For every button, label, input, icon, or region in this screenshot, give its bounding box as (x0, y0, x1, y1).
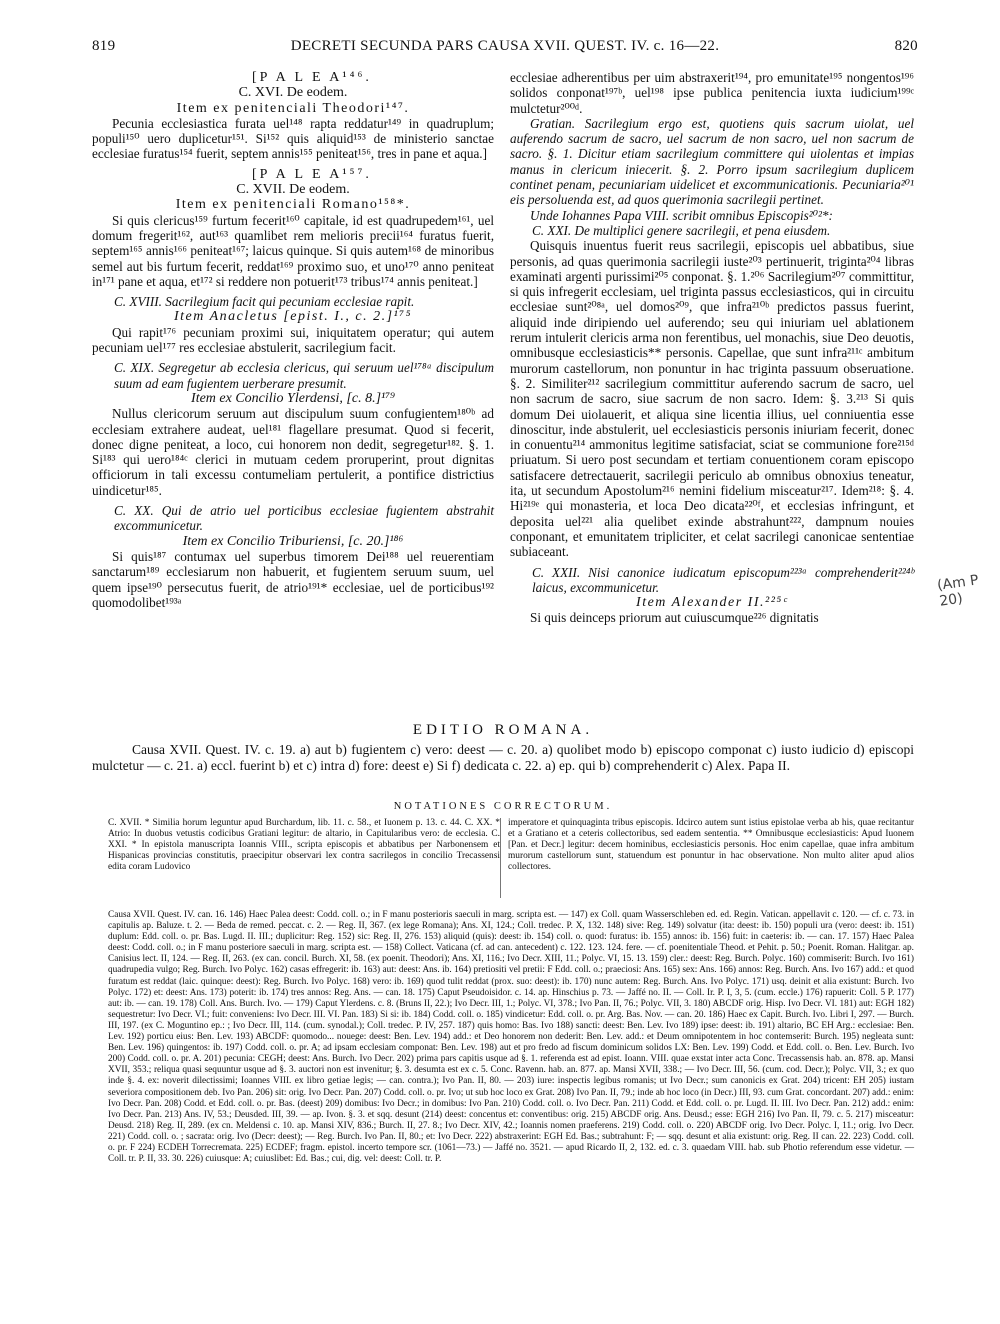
canon-title: C. XVII. De eodem. (236, 182, 350, 198)
canon-title: C. XXI. De multiplici genere sacrilegii, et pena eiusdem. (532, 222, 831, 238)
left-page-number: 819 (92, 38, 116, 54)
canon-text: Si quis clericus¹⁵⁹ furtum fecerit¹⁶⁰ capitale, id est quadrupedem¹⁶¹, uel domum fregerit¹⁶², aut¹⁶³ quamlibet rem melioris precii¹⁶⁴ furatus fuerit, septem¹⁶⁵ annis¹⁶⁶ peniteat¹⁶⁷; laicus quinque. Si quis autem¹⁶⁸ de minoribus semel aut bis furtum fecerit, reddat¹⁶⁹ proximo suo, et uno¹⁷⁰ anno peniteat in¹⁷¹ pane et aqua, et¹⁷² si reddere non potuerit¹⁷³ tribus¹⁷⁴ annis peniteat.] (92, 212, 494, 289)
notationes-left: C. XVII. * Similia horum leguntur apud Burchardum, lib. 11. c. 58., et Iuonem p. 13. c. 44. C. XX. * Atrio: In duobus vetustis codicibus Gratiani legitur: de altario, in Capitularibus vero: de ecclesia. C. XXI. * In epistola manuscripta Ioannis VIII., scripta episcopis et abbatibus per Narbonensem et Hispanicas provincias constitutis, praecipitur observari lex contra sacrilegos in concilio Trecassensi edita coram Ludovico (108, 818, 500, 872)
palea-heading: [P A L E A¹⁵⁷. (252, 166, 372, 182)
right-page-number: 820 (894, 38, 918, 54)
column-divider (500, 818, 501, 898)
canon-source: Item ex penitenciali Romano¹⁵⁸*. (175, 197, 411, 213)
canon-source: Item ex Concilio Ylerdensi, [c. 8.]¹⁷⁹ (191, 390, 395, 406)
canon-text: Nullus clericorum seruum aut discipulum suum confugientem¹⁸⁰ᵇ ad ecclesiam extrahere audeat, uel¹⁸¹ flagellare presumat. Quod si fecerit, donec digne peniteat, a loco, cui honorem non dedit, segregetur¹⁸². §. 1. Si¹⁸³ qui uero¹⁸⁴ᶜ clerici in mutuam cedem proruperint, prout dignitas officiorum in tali excessu contumeliam pertulerit, a pontifice districtius uindicetur¹⁸⁵. (92, 406, 494, 498)
critical-apparatus: Causa XVII. Quest. IV. can. 16. 146) Haec Palea deest: Codd. coll. o.; in F manu posterioris saeculi in marg. scripta est. — 147) ex Coll. quam Wasserschleben ed. ed. Regin. Vatican. appellavit c. 120. — cf. c. 73. in capitulis ap. Baluze. t. 2. — Beda de remed. peccat. c. 2. — Reg. II, 367. (ex lege Romana); Ans. XI, 124.; Coll. tredec. P. X, 132. 148) sive: Reg. 149) solvatur (ita: deest: ib. 150) populi ura (vero: deest: ib. 151) duplum: Edd. coll. o. pr. Bas. Lugd. II. III.; duplicitur: Reg. 152) sic: Reg. II, 276. 153) aliquid (quis): deest: ib. 154) coll. o. quod: furatus: ib. 155) annos: ib. 156) fuit: in caeteris: ib. — can. 17. 157) Haec Palea deest: Codd. coll. o.; in F manu posteriore saeculi in marg. scripta est. — 158) Collect. Vaticana (cf. ad can. antecedent) c. 122. 123. 124. fere. — cf. poenitentiale Theod. et Pehit. p. 50.; Poenit. Roman. Halitgar. ap. Canisius lect. II, 124. — Reg. II, 263. (ex can. concil. Burch. XI, 58. (ex poenit. Theodori); Ans. XI, 116.; Ivo Decr. XIII, 11.; Polyc. VI, 15. 13. 159) cler.: deest: Reg. Burch. Polyc. 160) commiserit: Burch. Ivo 161) quadrupedia vulgo; Reg. Burch. Ivo Polyc. 162) casas effregerit: ib. 163) aut: deest: Ans. ib. 164) pretiositi vel pretii: F Edd. coll. o.; praeciosi: Ans. 165) sex: Ans. 166) annos: Reg. Burch. Ans. Ivo 167) add.: et quod furatum est reddat (laic. quinque: deest): Reg. Burch. Ivo Polyc. 168) vero: ib. 169) quod tulit reddat (prox. suo: deest): ib. 170) nunc autem: Reg. Burch. Ans. Ivo Polyc. 171) usq. deinit et alia existunt: Burch. Ivo Polyc. 172) et: deest: Ans. 173) poterit: ib. 174) tres annos: Reg. Ans. — can. 18. 175) Caput Pseudoisidor. c. 14. ap. Hinschius p. 73. — Jaffé no. II. — Coll. Ir. P. I, 3, 5. (cum. eccle.) 176) rapuerit: Coll. 5 P. 177) aut: ib. — can. 19. 178) Coll. Ans. Burch. Ivo. — 179) Caput Ylerdens. c. 8. (Bruns II, 22.); Ivo Decr. III, 1.; Polyc. VI, 378.; Ivo Pan. II, 76.; Polyc. VII, 3. 180) ABCDF orig. Hisp. Ivo Decr. VI. 181) aut: EGH 182) sequestretur: Ivo Decr. VI.; fuit: conveniens: Ivo Decr. III. VI. Pan. 183) Si si: ib. 184) Codd. coll. o. 185) vindicetur: Edd. coll. o. pr. Arg. Bas. Nov. — can. 20. 186) Haec ex Capit. Burch. Ivo. Libri I, 297. — Burch. III, 197. (ex C. Moguntino ep.: ; Ivo Decr. III, 114. (cum. synodal.); Coll. tredec. P. IV, 257. 187) quis homo: Bas. Ivo 188) sancti: deest: Ben. Lev. Ivo 189) ipse: deest: ib. 191) altario, BC EH Arg.: ecclesiae: Ben. Lev. 192) porticu eius: Ben. Lev. 193) ABCDF: quomodo... nouege: deest: Ben. Lev. 194) add.: et Deo honorem non dederit: Ben. Lev. add.: et Deum omnipotentem in hoc contemserit: Burch. 195) negleata sunt: Ben. Lev. 196) quingentos: ib. 197) Codd. coll. o. pr. A; ad ipsam ecclesiam componat: Ben. Lev. 198) aut et pro fredo ad fiscum dominicum solidos LX: Ben. Lev. 199) Codd. et Edd. coll. o. Ben. Lev. Burch. Ivo 200) Codd. coll. o. pr. A. 201) pecunia: CEGH; deest: Ans. Burch. Ivo Decr. 202) prima pars capitis usque ad §. 1. referenda est ad epist. Ioann. VIII. quae exstat inter acta Conc. Trecassensis hab. an. 878. ap. Mansi XVII, 353.; reliqua quasi sequuntur usque ad §. 3. auctori non est invenitur; §. 3. desumta est ex c. 5. Conc. Ravenn. hab. an. 877. ap. Mansi XVII, 338.; — Ivo Decr. III, 56. (cum. cod. Decr.); Polyc. VII, 3.; ex quo inde §. 4. ex: noverit dilectissimi; Ioannes VIII. ex libro getiae legis; — can. contra.); Ivo Pan. II, 80. — 203) iure: inspectis legibus romanis; ut Ivo Decr.; sum canonicis ex Grat. 204) tricent: EH 205) iustam severiora compositionem deb. Ivo Pan. 206) sit: orig. Ivo Decr. Pan. 207) Codd. coll. o. pr. Ivo; ut sub hoc loco ex Grat. 208) Ivo Pan. II, 79.; inde ab hoc loco (in Decr.) III, 93. cum Grat. concordant. 207) add.: enim: Ivo Decr. Pan. 208) Codd. et Edd. coll. o. pr. Bas. (deest) 209) domibus: Ivo Decr.; in domibus: Ivo Pan. 210) Codd. coll. o. Ivo Decr. Pan. 211) Codd. et Edd. coll. o. pr. Lugd. II. III. Ivo Decr. Pan. 212) add.: enim: Ivo Decr. Pan. 213) Ans. IV, 53.; Deusded. III, 39. — ap. Ivon. §. 3. et sqq. desunt (214) deest: concentus et: conventibus: orig. 215) ABCDF orig. Ans. Deusd.; esse: EGH 216) Ivo Pan. II, 79. c. 5. 217) misceatur: Deusd. 218) Reg. II, 289. (ex cn. Meldensi c. 10. ap. Mansi XIV, 836.; Burch. II, 27. 8.; Ivo Decr. XIV, 42.; Ioannis nomen praeferens. 219) Codd. coll. o. 220) ABCDF orig. Ivo Decr. Polyc. I, 11.; orig. Ivo Decr. 221) Codd. coll. o. ; sacrata: orig. Ivo (Decr: deest); — Reg. Burch. Ivo Pan. II, 80.; et: Ivo Decr. 222) abstraxerint: EGH Ed. Bas.; subtrahunt: F; — sqq. desunt et alia existunt: orig. Reg. II can. 22. 223) Codd. coll. o. pr. F 224) ECDEH Torrecremata. 225) ECDEF; fragm. epistol. incerto tempore scr. (1061—73.) — Jaffé no. 3521. — apud Ricardo II, 2, 132. ed. c. 3. quaedam VIII. hab. sub Photio referendum esse videtur. — Coll. tr. P. II, 33. 30. 226) cuiusque: A; cuiuslibet: Ed. Bas.; cui, dig. vel: deest: Coll. tr. P. (108, 910, 914, 1165)
running-title: DECRETI SECUNDA PARS CAUSA XVII. QUEST. IV. c. 16—22. (290, 38, 720, 54)
canon-title: C. XIX. Segregetur ab ecclesia clericus, qui seruum uel¹⁷⁸ᵃ discipulum suum ad eam fugientem uerberare presumit. (114, 360, 494, 391)
inscription: Unde Iohannes Papa VIII. scribit omnibus Episcopis²⁰²*: (530, 207, 833, 223)
canon-source: Item ex penitenciali Theodori¹⁴⁷. (176, 100, 410, 116)
page-header (92, 38, 918, 58)
canon-text: Qui rapit¹⁷⁶ pecuniam proximi sui, iniquitatem operatur; qui autem pecuniam uel¹⁷⁷ res ecclesiae abstulerit, sacrilegium facit. (92, 324, 494, 356)
canon-title: C. XVI. De eodem. (238, 85, 348, 101)
notationes-right: imperatore et quinquaginta tribus episcopis. Idcirco autem sunt istius epistolae verba ab his, quae recitantur et a Gratiano et a ceteris collectoribus, sed eadem sententia. ** Omnibusque ecclesiasticis: Apud Iuonem [Pan. et Decr.] legitur: decem hominibus, ecclesiasticis personis. Hoc enim capellae, quae infra ambitum murorum castellorum sunt, statuendum est ponuntur in hac observatione. Non multo aliter apud alios collectores. (508, 818, 914, 872)
canon-text: Si quis¹⁸⁷ contumax uel superbus timorem Dei¹⁸⁸ uel reuerentiam sanctarum¹⁸⁹ ecclesiarum non habuerit, et fugientem seruum suum, uel quem ipse¹⁹⁰ persecutus fuerit, de atrio¹⁹¹* ecclesiae, uel de porticibus¹⁹² quomodolibet¹⁹³ᵃ (92, 548, 494, 610)
canon-source: Item Anacletus [epist. I., c. 2.]¹⁷⁵ (174, 309, 412, 325)
canon-text: Si quis deinceps priorum aut cuiuscumque²²⁶ dignitatis (530, 610, 819, 626)
notationes-title: NOTATIONES CORRECTORUM. (393, 801, 613, 812)
right-column (510, 70, 914, 626)
canon-text: Quisquis inuentus fuerit reus sacrilegii, episcopis uel abbatibus, siue personis, ad quas querimonia sacrilegii iuste²⁰³ pertinuerit, triginta²⁰⁴ libras examinati argenti purissimi²⁰⁵ conponat. §. 1.²⁰⁶ Sacrilegium²⁰⁷ committitur, si quis infregerit ecclesiam, uel triginta passus ecclesiasticos, qui in circuitu ecclesiae sunt²⁰⁸ᵃ, uel domos²⁰⁹, que infra²¹⁰ᵇ predictos passus fuerint, aliquid inde diripiendo uel auferendo; seu qui iniuriam uel ablationem rerum intulerit clericis arma non ferentibus, uel monachis, siue Deo deuotis, omnibusque ecclesiasticis** personis. Capellae, que sunt infra²¹¹ᶜ ambitum murorum castellorum, non ponuntur in hac triginta passuum obseruatione. §. 2. Similiter²¹² sacrilegium committitur auferendo sacrum de sacro, uel non sacrum de sacro, siue sacrum de non sacro. Idem: §. 3.²¹³ Si quis domum Dei uiolauerit, et aliqua sine licentia illius, uel conniuentia esse dinoscitur, inde abstulerit, uel ecclesiasticis personis iniuriam fecerit, donec in conuentu²¹⁴ ammonitus legitime satisfaciat, sciat se communione fore²¹⁵ᵈ priuatum. Si uero post secundam et tertiam conuentionem coram episcopo satisfacere detrectauerit, sacrilegii periculo ab omnibus obnoxius teneatur, ita, ut secundum Apostolum²¹⁶ nemini fidelium misceatur²¹⁷. Idem²¹⁸: §. 4. Hi²¹⁹ᵉ qui monasteria, et loca Deo dicata²²⁰ᶠ, et ecclesias infringunt, et deposita uel²²¹ alia quelibet exinde abstrahunt²²², dampnum nouies conponant, et emunitatem tripliciter, et celat sacrilegi canonicae sententiae subiaceant. (510, 238, 914, 560)
canon-title: C. XVIII. Sacrilegium facit qui pecuniam ecclesiae rapit. (114, 294, 415, 310)
left-column (92, 70, 494, 610)
editio-romana-text: Causa XVII. Quest. IV. c. 19. a) aut b) fugientem c) vero: deest — c. 20. a) quolibet modo b) episcopo componat c) iusto iudicio d) episcopi mulctetur — c. 21. a) eccl. fuerint b) et c) intra d) fore: deest e) Si f) dedicata c. 22. a) ep. qui b) comprehenderit c) Alex. Papa II. (92, 742, 914, 773)
canon-text: Pecunia ecclesiastica furata uel¹⁴⁸ rapta reddatur¹⁴⁹ in quadruplum; populi¹⁵⁰ uero duplicetur¹⁵¹. Si¹⁵² quis aliquid¹⁵³ de ministerio sanctae ecclesiae furatus¹⁵⁴ fuerit, septem annis¹⁵⁵ peniteat¹⁵⁶, tres in pane et aqua.] (92, 115, 494, 162)
canon-title: C. XX. Qui de atrio uel porticibus ecclesiae fugientem abstrahit excommunicetur. (114, 503, 494, 534)
canon-title: C. XXII. Nisi canonice iudicatum episcopum²²³ᵃ comprehenderit²²⁴ᵇ laicus, excommunicetur. (532, 564, 914, 595)
canon-source: Item ex Concilio Triburiensi, [c. 20.]¹⁸⁶ (182, 533, 404, 549)
palea-heading: [P A L E A¹⁴⁶. (252, 70, 372, 85)
gratian-dictum: Gratian. Sacrilegium ergo est, quotiens quis sacrum uiolat, uel auferendo sacrum de sacro, uel sacrum de non sacro, uel non sacrum de sacro. §. 1. Dicitur etiam sacrilegium committere qui uiolentas et impias manus in clericum iniecerit. §. 2. Porro ipsum sacrilegium duplicem continet penam, pecuniariam uidelicet et excommunicationis. Pecuniaria²⁰¹ eis persoluenda est, ad quos querimonia sacrilegii pertinet. (510, 115, 914, 208)
canon-text: ecclesiae adherentibus per uim abstraxerit¹⁹⁴, pro emunitate¹⁹⁵ nongentos¹⁹⁶ solidos conponat¹⁹⁷ᵇ, uel¹⁹⁸ ipse publica penitencia iuxta iudicium¹⁹⁹ᶜ mulctetur²⁰⁰ᵈ. (510, 70, 914, 116)
editio-romana-title: EDITIO ROMANA. (412, 722, 594, 738)
handwritten-margin-note: (Am P 20) (936, 572, 980, 610)
canon-source: Item Alexander II.²²⁵ᶜ (636, 595, 788, 611)
